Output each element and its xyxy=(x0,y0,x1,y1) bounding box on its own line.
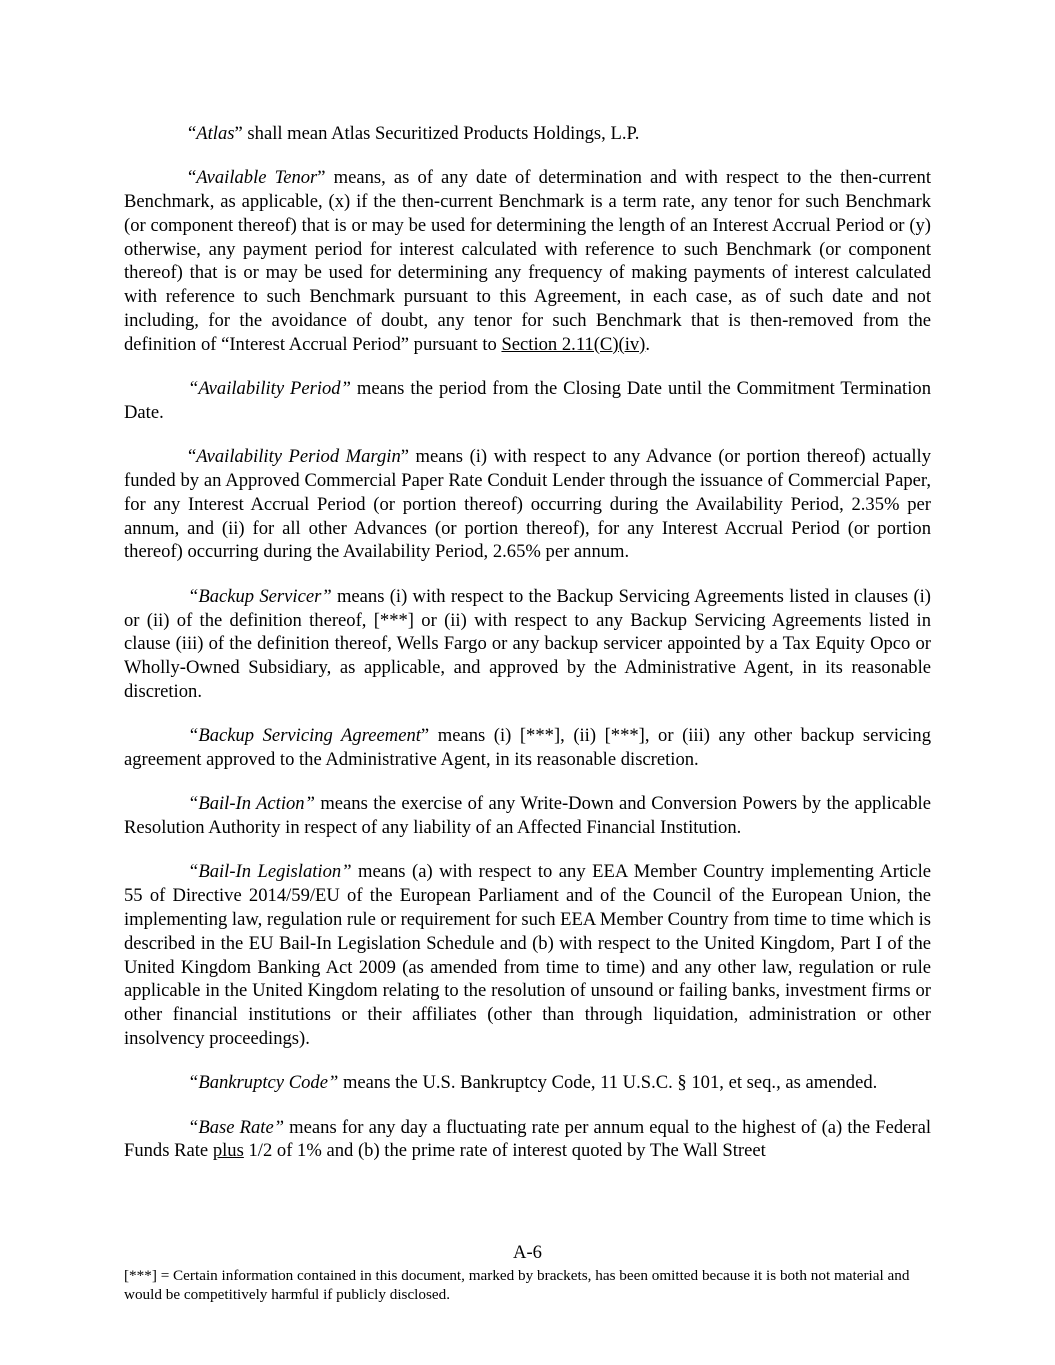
definition-text: means (a) with respect to any EEA Member Country implementing Article 55 of Directive 2014/59/EU of the European Parliament and of the Council of the European Union, the implementing law, regulation rule or requirement for such EEA Member Country from time to time which is described in the EU Bail-In Legislation Schedule and (b) with respect to the United Kingdom, Part I of the United Kingdom Banking Act 2009 (as amended from time to time) and any other law, regulation or rule applicable in the United Kingdom relating to the resolution of unsound or failing banks, investment firms or other financial institutions or their affiliates (other than through liquidation, administration or other insolvency proceedings). xyxy=(124,861,931,1049)
definition-backup-servicer: “Backup Servicer” means (i) with respect to the Backup Servicing Agreements listed in clauses (i) or (ii) of the definition thereof, [***] or (ii) with respect to any Backup Servicing Agreements listed in clause (iii) of the definition thereof, Wells Fargo or any backup servicer appointed by a Tax Equity Opco or Wholly-Owned Subsidiary, as applicable, and approved by the Administrative Agent, in its reasonable discretion. xyxy=(124,585,931,702)
document-body xyxy=(124,122,931,1184)
definition-text: means (i) with respect to the Backup Servicing Agreements listed in clauses (i) or (ii) of the definition thereof, [***] or (ii) with respect to any Backup Servicing Agreements listed in clause (iii) of the definition thereof, Wells Fargo or any backup servicer appointed by a Tax Equity Opco or Wholly-Owned Subsidiary, as applicable, and approved by the Administrative Agent, in its reasonable discretion. xyxy=(124,585,931,702)
definition-bail-in-action: “Bail-In Action” means the exercise of any Write-Down and Conversion Powers by the applicable Resolution Authority in respect of any liability of an Affected Financial Institution. xyxy=(124,793,931,839)
definition-text: means (i) [***], (ii) [***], or (iii) any other backup servicing agreement approved to the Administrative Agent, in its reasonable discretion. xyxy=(124,725,932,771)
definition-availability-period: “Availability Period” means the period from the Closing Date until the Commitment Termination Date. xyxy=(124,378,931,423)
section-reference: Section 2.11(C)(iv) xyxy=(501,333,646,355)
definition-backup-servicing-agreement: “Backup Servicing Agreement” means (i) [***], (ii) [***], or (iii) any other backup servicing agreement approved to the Administrative Agent, in its reasonable discretion. xyxy=(124,725,932,771)
defined-term: Atlas xyxy=(196,123,235,144)
defined-term: Base Rate xyxy=(198,1116,274,1138)
definition-bankruptcy-code: “Bankruptcy Code” means the U.S. Bankruptcy Code, 11 U.S.C. § 101, et seq., as amended. xyxy=(188,1072,878,1094)
definition-text: means (i) with respect to any Advance (or portion thereof) actually funded by an Approved Commercial Paper Rate Conduit Lender through the issuance of Commercial Paper, for any Interest Accrual Period (or portion thereof) occurring during the Availability Period, 2.35% per annum, and (ii) for all other Advances (or portion thereof), for any Interest Accrual Period (or portion thereof) occurring during the Availability Period, 2.65% per annum. xyxy=(124,446,931,563)
definition-text: shall mean Atlas Securitized Products Holdings, L.P. xyxy=(242,123,640,144)
definition-available-tenor: “Available Tenor” means, as of any date of determination and with respect to the then-current Benchmark, as applicable, (x) if the then-current Benchmark is a term rate, any tenor for such Benchmark (or component thereof) that is or may be used for determining the length of an Interest Accrual Period or (y) otherwise, any payment period for interest calculated with reference to such Benchmark (or component thereof) that is or may be used for determining any frequency of making payments of interest calculated with reference to such Benchmark pursuant to this Agreement, in each case, as of such date and not including, for the avoidance of doubt, any tenor for such Benchmark that is then-removed from the definition of “Interest Accrual Period” pursuant to Section 2.11(C)(iv). xyxy=(124,167,931,355)
defined-term: Bail-In Legislation xyxy=(198,861,342,883)
definition-text: means, as of any date of determination and with respect to the then-current Benchmark, as applicable, (x) if the then-current Benchmark is a term rate, any tenor for such Benchmark (or component thereof) that is or may be used for determining the length of an Interest Accrual Period or (y) otherwise, any payment period for interest calculated with reference to such Benchmark (or component thereof) that is or may be used for determining any frequency of making payments of interest calculated with reference to such Benchmark pursuant to this Agreement, in each case, as of such date and not including, for the avoidance of doubt, any tenor for such Benchmark that is then-removed from the definition of “Interest Accrual Period” pursuant to xyxy=(124,167,931,355)
defined-term: Backup Servicing Agreement xyxy=(198,725,421,747)
underlined-word: plus xyxy=(212,1140,244,1162)
defined-term: Availability Period xyxy=(198,378,341,400)
definition-bail-in-legislation: “Bail-In Legislation” means (a) with respect to any EEA Member Country implementing Article 55 of Directive 2014/59/EU of the European Parliament and of the Council of the European Union, the implementing law, regulation rule or requirement for such EEA Member Country from time to time which is described in the EU Bail-In Legislation Schedule and (b) with respect to the United Kingdom, Part I of the United Kingdom Banking Act 2009 (as amended from time to time) and any other law, regulation or rule applicable in the United Kingdom relating to the resolution of unsound or failing banks, investment firms or other financial institutions or their affiliates (other than through liquidation, administration or other insolvency proceedings). xyxy=(124,861,931,1049)
defined-term: Bail-In Action xyxy=(198,793,305,815)
page-number: A-6 xyxy=(513,1242,542,1263)
footnote: [***] = Certain information contained in this document, marked by brackets, has been omitted because it is both not material and would be competitively harmful if publicly disclosed. xyxy=(124,1267,910,1303)
definition-text: means for any day a fluctuating rate per annum equal to the highest of (a) the Federal Funds Rate xyxy=(124,1116,931,1162)
definition-atlas: “Atlas” shall mean Atlas Securitized Products Holdings, L.P. xyxy=(188,123,640,144)
defined-term: Availability Period Margin xyxy=(196,446,401,468)
definition-text: means the period from the Closing Date until the Commitment Termination Date. xyxy=(124,378,931,423)
definition-availability-period-margin: “Availability Period Margin” means (i) with respect to any Advance (or portion thereof) actually funded by an Approved Commercial Paper Rate Conduit Lender through the issuance of Commercial Paper, for any Interest Accrual Period (or portion thereof) occurring during the Availability Period, 2.35% per annum, and (ii) for all other Advances (or portion thereof), for any Interest Accrual Period (or portion thereof) occurring during the Availability Period, 2.65% per annum. xyxy=(124,446,931,563)
definition-text: means the exercise of any Write-Down and Conversion Powers by the applicable Resolution Authority in respect of any liability of an Affected Financial Institution. xyxy=(124,793,931,839)
defined-term: Available Tenor xyxy=(196,167,318,189)
defined-term: Backup Servicer xyxy=(198,585,322,607)
defined-term: Bankruptcy Code xyxy=(198,1072,328,1094)
definition-text: means the U.S. Bankruptcy Code, 11 U.S.C. § 101, et seq., as amended. xyxy=(338,1072,878,1094)
definition-base-rate: “Base Rate” means for any day a fluctuating rate per annum equal to the highest of (a) the Federal Funds Rate plus 1/2 of 1% and (b) the prime rate of interest quoted by The Wall Street xyxy=(124,1116,931,1162)
